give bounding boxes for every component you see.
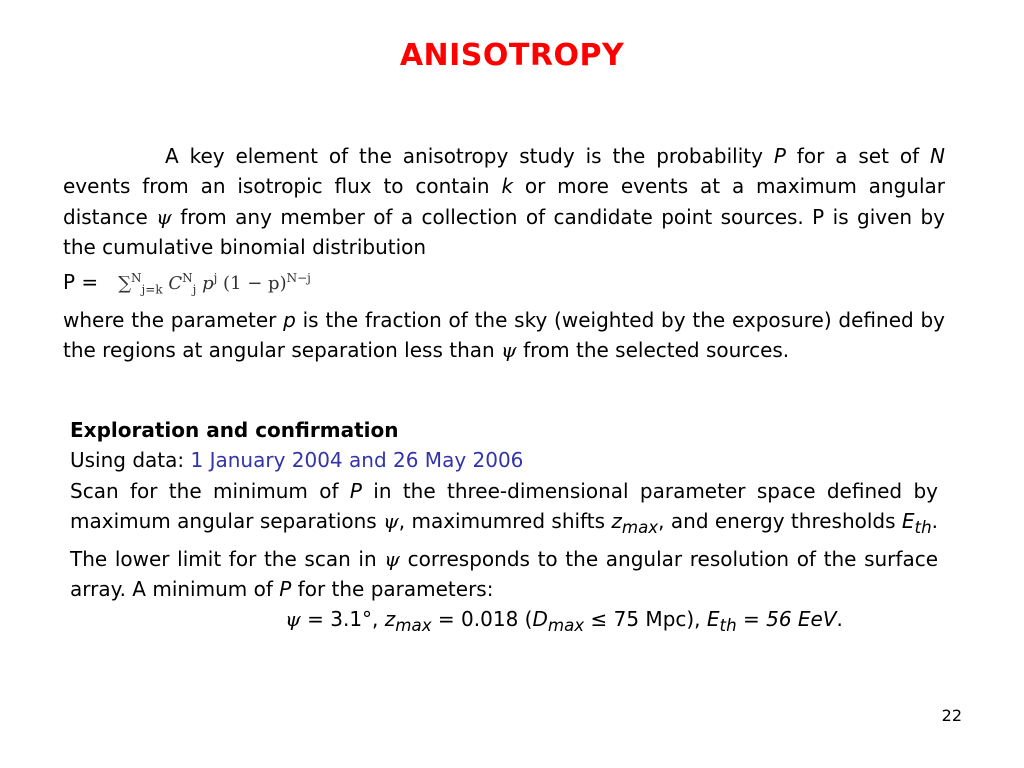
exploration-heading: Exploration and confirmation: [70, 418, 399, 442]
p-equals-label: P =: [63, 269, 99, 294]
psi-symbol: ψ: [383, 509, 399, 534]
using-data-label: Using data:: [70, 448, 191, 473]
data-dates: 1 January 2004 and 26 May 2006: [190, 448, 524, 473]
binomial-formula: ∑$^N_{j=k}$ $C^N_j$ $p^j$ $(1 - p)^{N-j}$: [118, 270, 311, 297]
page-number: 22: [941, 706, 962, 725]
psi-symbol: ψ: [156, 204, 172, 229]
slide-title: ANISOTROPY: [399, 38, 625, 73]
psi-symbol: ψ: [501, 338, 517, 363]
intro-paragraph: A key element of the anisotropy study is the probability P for a set of N events from an isotropic flux to contain k or more events at a maximum angular distance ψ from any member of a collection of candidate point sources. P is given by the cumulative binomial distribution P = ∑$^N_{j=k}$ $C^N_j$ $p^j$ $(1 - p)^{N-j}$ where the parameter p is the fraction of the sky (weighted by the exposure) defined by the regions at angular separation less than ψ from the selected sources.: [63, 144, 946, 363]
exploration-section: Exploration and confirmation Using data: 1 January 2004 and 26 May 2006 Scan for the minimum of P in the three-dimensional parameter space defined by maximum angular separations ψ, maximumred shifts $z_{max}$, and energy thresholds $E_{th}$. The lower limit for the scan in ψ corresponds to the angular resolution of the surface array. A minimum of P for the parameters: ψ = 3.1°, $z_{max} = 0.018$ ($D_{max} \le 75$ Mpc), $E_{th} = 56$ EeV.: [70, 415, 938, 642]
psi-symbol: ψ: [384, 546, 400, 571]
result-line: ψ = 3.1°, $z_{max} = 0.018$ ($D_{max} \le 75$ Mpc), $E_{th} = 56$ EeV.: [285, 607, 843, 636]
